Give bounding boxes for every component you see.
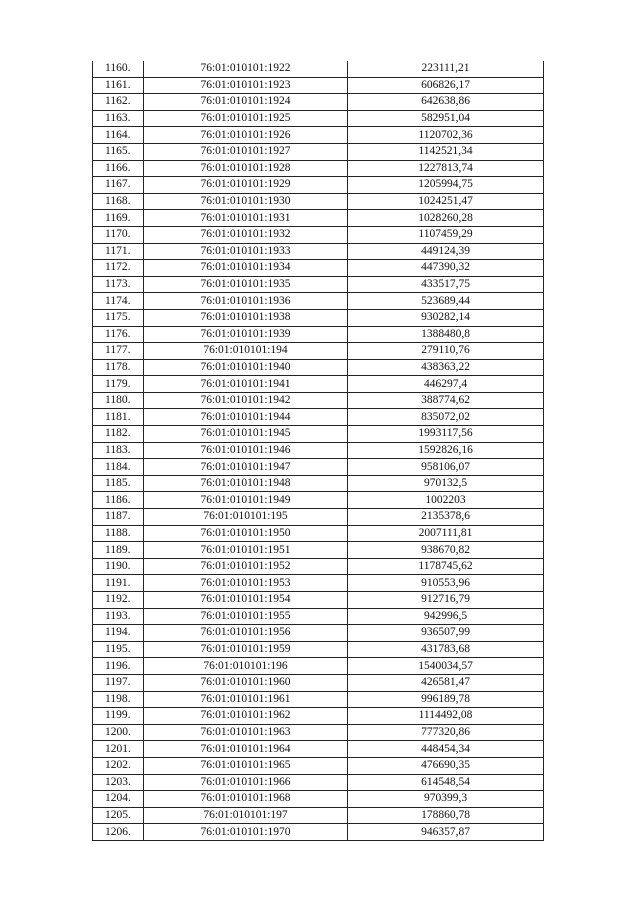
row-number-cell: 1205. [93, 807, 144, 824]
row-number-cell: 1172. [93, 260, 144, 277]
table-row [93, 807, 544, 824]
cadastral-number-cell: 76:01:010101:1970 [144, 824, 348, 841]
cadastral-number-cell: 76:01:010101:1968 [144, 791, 348, 808]
row-number-cell: 1182. [93, 426, 144, 443]
table-row [93, 592, 544, 609]
cadastral-number-cell: 76:01:010101:1924 [144, 94, 348, 111]
cadastral-value-cell: 449124,39 [348, 243, 544, 260]
row-number-cell: 1168. [93, 193, 144, 210]
cadastral-number-cell: 76:01:010101:1935 [144, 276, 348, 293]
row-number-cell: 1196. [93, 658, 144, 675]
cadastral-value-cell: 438363,22 [348, 359, 544, 376]
table-row [93, 309, 544, 326]
table-row [93, 210, 544, 227]
table-row [93, 774, 544, 791]
cadastral-value-cell: 476690,35 [348, 757, 544, 774]
cadastral-value-cell: 447390,32 [348, 260, 544, 277]
cadastral-value-cell: 777320,86 [348, 724, 544, 741]
cadastral-value-cell: 582951,04 [348, 110, 544, 127]
table-row [93, 459, 544, 476]
table-row [93, 343, 544, 360]
cadastral-value-cell: 1388480,8 [348, 326, 544, 343]
row-number-cell: 1183. [93, 442, 144, 459]
cadastral-value-cell: 1540034,57 [348, 658, 544, 675]
table-row [93, 442, 544, 459]
row-number-cell: 1195. [93, 641, 144, 658]
cadastral-number-cell: 76:01:010101:1936 [144, 293, 348, 310]
cadastral-number-cell: 76:01:010101:1961 [144, 691, 348, 708]
cadastral-number-cell: 76:01:010101:1960 [144, 674, 348, 691]
table-row [93, 509, 544, 526]
table-row [93, 558, 544, 575]
table-row [93, 641, 544, 658]
table-row [93, 741, 544, 758]
cadastral-value-cell: 835072,02 [348, 409, 544, 426]
row-number-cell: 1165. [93, 143, 144, 160]
cadastral-value-cell: 448454,34 [348, 741, 544, 758]
table-row [93, 193, 544, 210]
row-number-cell: 1202. [93, 757, 144, 774]
table-row [93, 475, 544, 492]
row-number-cell: 1204. [93, 791, 144, 808]
cadastral-value-cell: 1993117,56 [348, 426, 544, 443]
cadastral-value-cell: 523689,44 [348, 293, 544, 310]
row-number-cell: 1176. [93, 326, 144, 343]
cadastral-number-cell: 76:01:010101:1926 [144, 127, 348, 144]
row-number-cell: 1160. [93, 61, 144, 77]
cadastral-value-cell: 642638,86 [348, 94, 544, 111]
cadastral-number-cell: 76:01:010101:1938 [144, 309, 348, 326]
cadastral-value-table [92, 61, 544, 841]
row-number-cell: 1197. [93, 674, 144, 691]
table-row [93, 61, 544, 77]
row-number-cell: 1162. [93, 94, 144, 111]
cadastral-number-cell: 76:01:010101:1955 [144, 608, 348, 625]
cadastral-value-cell: 1114492,08 [348, 708, 544, 725]
table-row [93, 426, 544, 443]
cadastral-number-cell: 76:01:010101:1951 [144, 542, 348, 559]
row-number-cell: 1191. [93, 575, 144, 592]
cadastral-value-cell: 178860,78 [348, 807, 544, 824]
cadastral-value-cell: 223111,21 [348, 61, 544, 77]
table-row [93, 492, 544, 509]
cadastral-number-cell: 76:01:010101:197 [144, 807, 348, 824]
cadastral-value-cell: 946357,87 [348, 824, 544, 841]
cadastral-value-cell: 1024251,47 [348, 193, 544, 210]
table-row [93, 359, 544, 376]
cadastral-value-cell: 606826,17 [348, 77, 544, 94]
cadastral-number-cell: 76:01:010101:1966 [144, 774, 348, 791]
row-number-cell: 1163. [93, 110, 144, 127]
cadastral-value-cell: 1227813,74 [348, 160, 544, 177]
row-number-cell: 1164. [93, 127, 144, 144]
cadastral-value-cell: 910553,96 [348, 575, 544, 592]
cadastral-value-cell: 426581,47 [348, 674, 544, 691]
table-row [93, 708, 544, 725]
cadastral-value-cell: 446297,4 [348, 376, 544, 393]
cadastral-number-cell: 76:01:010101:1963 [144, 724, 348, 741]
cadastral-value-cell: 1028260,28 [348, 210, 544, 227]
cadastral-number-cell: 76:01:010101:1947 [144, 459, 348, 476]
table-row [93, 542, 544, 559]
cadastral-number-cell: 76:01:010101:1923 [144, 77, 348, 94]
cadastral-value-cell: 433517,75 [348, 276, 544, 293]
cadastral-value-cell: 1178745,62 [348, 558, 544, 575]
cadastral-value-cell: 942996,5 [348, 608, 544, 625]
table-row [93, 127, 544, 144]
table-row [93, 575, 544, 592]
row-number-cell: 1175. [93, 309, 144, 326]
table-row [93, 376, 544, 393]
cadastral-number-cell: 76:01:010101:1925 [144, 110, 348, 127]
table-row [93, 77, 544, 94]
cadastral-value-cell: 970399,3 [348, 791, 544, 808]
cadastral-number-cell: 76:01:010101:1928 [144, 160, 348, 177]
table-row [93, 94, 544, 111]
table-row [93, 143, 544, 160]
cadastral-value-cell: 388774,62 [348, 392, 544, 409]
cadastral-value-cell: 1142521,34 [348, 143, 544, 160]
cadastral-number-cell: 76:01:010101:1941 [144, 376, 348, 393]
row-number-cell: 1201. [93, 741, 144, 758]
table-row [93, 658, 544, 675]
cadastral-value-cell: 970132,5 [348, 475, 544, 492]
table-body [93, 61, 544, 840]
row-number-cell: 1185. [93, 475, 144, 492]
cadastral-value-cell: 930282,14 [348, 309, 544, 326]
cadastral-number-cell: 76:01:010101:1939 [144, 326, 348, 343]
cadastral-number-cell: 76:01:010101:1932 [144, 226, 348, 243]
table-row [93, 177, 544, 194]
cadastral-number-cell: 76:01:010101:1927 [144, 143, 348, 160]
row-number-cell: 1177. [93, 343, 144, 360]
cadastral-number-cell: 76:01:010101:1964 [144, 741, 348, 758]
cadastral-number-cell: 76:01:010101:1953 [144, 575, 348, 592]
row-number-cell: 1199. [93, 708, 144, 725]
cadastral-number-cell: 76:01:010101:194 [144, 343, 348, 360]
table-row [93, 525, 544, 542]
cadastral-number-cell: 76:01:010101:1945 [144, 426, 348, 443]
cadastral-number-cell: 76:01:010101:1930 [144, 193, 348, 210]
row-number-cell: 1189. [93, 542, 144, 559]
row-number-cell: 1180. [93, 392, 144, 409]
table-row [93, 243, 544, 260]
cadastral-number-cell: 76:01:010101:195 [144, 509, 348, 526]
cadastral-number-cell: 76:01:010101:1959 [144, 641, 348, 658]
cadastral-number-cell: 76:01:010101:1962 [144, 708, 348, 725]
table-row [93, 392, 544, 409]
row-number-cell: 1187. [93, 509, 144, 526]
row-number-cell: 1193. [93, 608, 144, 625]
table-row [93, 791, 544, 808]
cadastral-number-cell: 76:01:010101:1929 [144, 177, 348, 194]
row-number-cell: 1192. [93, 592, 144, 609]
row-number-cell: 1186. [93, 492, 144, 509]
table-row [93, 409, 544, 426]
cadastral-number-cell: 76:01:010101:1922 [144, 61, 348, 77]
row-number-cell: 1184. [93, 459, 144, 476]
row-number-cell: 1203. [93, 774, 144, 791]
cadastral-number-cell: 76:01:010101:1944 [144, 409, 348, 426]
cadastral-value-cell: 614548,54 [348, 774, 544, 791]
row-number-cell: 1178. [93, 359, 144, 376]
cadastral-value-cell: 1107459,29 [348, 226, 544, 243]
cadastral-number-cell: 76:01:010101:1954 [144, 592, 348, 609]
row-number-cell: 1170. [93, 226, 144, 243]
cadastral-value-cell: 2135378,6 [348, 509, 544, 526]
row-number-cell: 1173. [93, 276, 144, 293]
row-number-cell: 1194. [93, 625, 144, 642]
row-number-cell: 1200. [93, 724, 144, 741]
table-row [93, 326, 544, 343]
cadastral-value-cell: 996189,78 [348, 691, 544, 708]
cadastral-number-cell: 76:01:010101:1946 [144, 442, 348, 459]
cadastral-value-cell: 1002203 [348, 492, 544, 509]
cadastral-number-cell: 76:01:010101:1948 [144, 475, 348, 492]
table-row [93, 226, 544, 243]
cadastral-number-cell: 76:01:010101:196 [144, 658, 348, 675]
cadastral-number-cell: 76:01:010101:1950 [144, 525, 348, 542]
table-row [93, 276, 544, 293]
row-number-cell: 1198. [93, 691, 144, 708]
cadastral-value-cell: 936507,99 [348, 625, 544, 642]
cadastral-number-cell: 76:01:010101:1931 [144, 210, 348, 227]
cadastral-value-cell: 2007111,81 [348, 525, 544, 542]
row-number-cell: 1190. [93, 558, 144, 575]
table-row [93, 691, 544, 708]
cadastral-value-cell: 1592826,16 [348, 442, 544, 459]
row-number-cell: 1181. [93, 409, 144, 426]
table-row [93, 625, 544, 642]
cadastral-value-cell: 431783,68 [348, 641, 544, 658]
cadastral-number-cell: 76:01:010101:1933 [144, 243, 348, 260]
cadastral-value-cell: 938670,82 [348, 542, 544, 559]
cadastral-value-cell: 912716,79 [348, 592, 544, 609]
table-row [93, 608, 544, 625]
row-number-cell: 1174. [93, 293, 144, 310]
cadastral-value-cell: 1120702,36 [348, 127, 544, 144]
row-number-cell: 1171. [93, 243, 144, 260]
cadastral-number-cell: 76:01:010101:1940 [144, 359, 348, 376]
cadastral-number-cell: 76:01:010101:1956 [144, 625, 348, 642]
table-row [93, 160, 544, 177]
cadastral-number-cell: 76:01:010101:1934 [144, 260, 348, 277]
cadastral-value-cell: 279110,76 [348, 343, 544, 360]
cadastral-number-cell: 76:01:010101:1952 [144, 558, 348, 575]
row-number-cell: 1161. [93, 77, 144, 94]
cadastral-value-cell: 1205994,75 [348, 177, 544, 194]
cadastral-number-cell: 76:01:010101:1942 [144, 392, 348, 409]
table-row [93, 757, 544, 774]
row-number-cell: 1206. [93, 824, 144, 841]
table-row [93, 260, 544, 277]
cadastral-value-cell: 958106,07 [348, 459, 544, 476]
row-number-cell: 1166. [93, 160, 144, 177]
row-number-cell: 1188. [93, 525, 144, 542]
cadastral-number-cell: 76:01:010101:1949 [144, 492, 348, 509]
table-row [93, 674, 544, 691]
table-row [93, 724, 544, 741]
row-number-cell: 1179. [93, 376, 144, 393]
cadastral-number-cell: 76:01:010101:1965 [144, 757, 348, 774]
row-number-cell: 1167. [93, 177, 144, 194]
row-number-cell: 1169. [93, 210, 144, 227]
table-row [93, 110, 544, 127]
table-row [93, 293, 544, 310]
table-row [93, 824, 544, 841]
